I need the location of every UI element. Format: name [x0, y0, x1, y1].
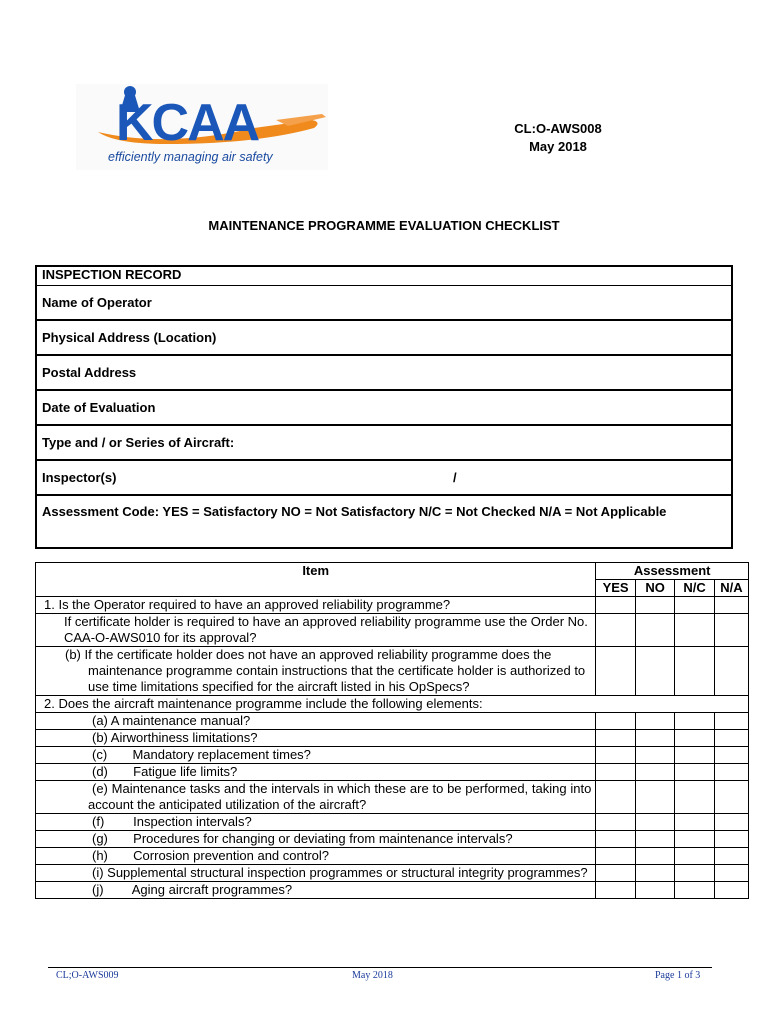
- nc-cell[interactable]: [675, 713, 714, 730]
- nc-cell[interactable]: [675, 831, 714, 848]
- nc-cell[interactable]: [675, 865, 714, 882]
- no-cell[interactable]: [635, 730, 674, 747]
- item-cell: (i) Supplemental structural inspection programmes or structural integrity programmes?: [36, 865, 596, 882]
- no-cell[interactable]: [635, 747, 674, 764]
- nc-cell[interactable]: [675, 730, 714, 747]
- table-row: [36, 781, 749, 814]
- logo-wordmark: KCAA: [116, 94, 259, 152]
- table-row: [36, 713, 749, 730]
- table-row: [36, 747, 749, 764]
- no-cell[interactable]: [635, 848, 674, 865]
- no-cell[interactable]: [635, 614, 674, 647]
- assessment-column-header: Assessment: [596, 563, 749, 580]
- nc-cell[interactable]: [675, 764, 714, 781]
- aircraft-type-label: Type and / or Series of Aircraft:: [42, 435, 235, 450]
- table-row: [36, 865, 749, 882]
- item-cell: (g) Procedures for changing or deviating from maintenance intervals?: [36, 831, 596, 848]
- item-cell: If certificate holder is required to have an approved reliability programme use the Order No. CAA-O-AWS010 for its approval?: [36, 614, 596, 647]
- no-cell[interactable]: [635, 647, 674, 696]
- na-cell[interactable]: [714, 865, 748, 882]
- nc-column-header: N/C: [675, 580, 714, 597]
- item-section-heading: 2. Does the aircraft maintenance programme include the following elements:: [36, 696, 749, 713]
- yes-cell[interactable]: [596, 747, 635, 764]
- table-row: [36, 848, 749, 865]
- nc-cell[interactable]: [675, 747, 714, 764]
- item-cell: (j) Aging aircraft programmes?: [36, 882, 596, 899]
- nc-cell[interactable]: [675, 647, 714, 696]
- na-cell[interactable]: [714, 647, 748, 696]
- table-row: [36, 814, 749, 831]
- table-row: [36, 882, 749, 899]
- nc-cell[interactable]: [675, 597, 714, 614]
- footer-date: May 2018: [352, 970, 393, 981]
- inspectors-field[interactable]: [37, 461, 731, 496]
- yes-cell[interactable]: [596, 865, 635, 882]
- document-date: May 2018: [529, 139, 587, 154]
- footer-divider: [48, 967, 712, 968]
- footer-code: CL;O-AWS009: [56, 970, 119, 981]
- item-cell: (b) Airworthiness limitations?: [36, 730, 596, 747]
- nc-cell[interactable]: [675, 614, 714, 647]
- yes-cell[interactable]: [596, 814, 635, 831]
- aircraft-type-field[interactable]: [37, 426, 731, 461]
- yes-cell[interactable]: [596, 614, 635, 647]
- yes-cell[interactable]: [596, 882, 635, 899]
- item-cell: (f) Inspection intervals?: [36, 814, 596, 831]
- checklist-table: [35, 562, 749, 899]
- table-row: [36, 614, 749, 647]
- na-cell[interactable]: [714, 848, 748, 865]
- yes-cell[interactable]: [596, 848, 635, 865]
- yes-column-header: YES: [596, 580, 635, 597]
- item-cell: (b) If the certificate holder does not have an approved reliability programme does the maintenance programme contain instructions that the certificate holder is authorized to use time limitations specified for the aircraft listed in his OpSpecs?: [36, 647, 596, 696]
- no-cell[interactable]: [635, 597, 674, 614]
- inspection-record-heading: INSPECTION RECORD: [37, 267, 731, 286]
- table-header-row: [36, 563, 749, 580]
- inspectors-separator: /: [453, 470, 457, 485]
- footer-page-number: Page 1 of 3: [655, 970, 701, 981]
- item-column-header: Item: [36, 563, 596, 597]
- table-row: [36, 696, 749, 713]
- no-column-header: NO: [635, 580, 674, 597]
- postal-address-label: Postal Address: [42, 365, 137, 380]
- table-row: [36, 831, 749, 848]
- na-cell[interactable]: [714, 814, 748, 831]
- page-title: MAINTENANCE PROGRAMME EVALUATION CHECKLIST: [208, 218, 560, 233]
- yes-cell[interactable]: [596, 713, 635, 730]
- nc-cell[interactable]: [675, 781, 714, 814]
- physical-address-label: Physical Address (Location): [42, 330, 217, 345]
- table-row: [36, 597, 749, 614]
- no-cell[interactable]: [635, 764, 674, 781]
- yes-cell[interactable]: [596, 764, 635, 781]
- item-cell: (h) Corrosion prevention and control?: [36, 848, 596, 865]
- document-reference: [488, 120, 628, 156]
- kcaa-logo: [76, 84, 328, 170]
- evaluation-date-field[interactable]: [37, 391, 731, 426]
- no-cell[interactable]: [635, 814, 674, 831]
- item-cell: (a) A maintenance manual?: [36, 713, 596, 730]
- item-cell: (d) Fatigue life limits?: [36, 764, 596, 781]
- na-cell[interactable]: [714, 781, 748, 814]
- assessment-code-row: [37, 496, 731, 547]
- item-cell: (c) Mandatory replacement times?: [36, 747, 596, 764]
- table-row: [36, 764, 749, 781]
- item-cell: 1. Is the Operator required to have an approved reliability programme?: [36, 597, 596, 614]
- no-cell[interactable]: [635, 882, 674, 899]
- inspectors-label: Inspector(s): [42, 470, 117, 485]
- table-row: [36, 730, 749, 747]
- no-cell[interactable]: [635, 713, 674, 730]
- table-row: [36, 647, 749, 696]
- no-cell[interactable]: [635, 865, 674, 882]
- yes-cell[interactable]: [596, 597, 635, 614]
- na-cell[interactable]: [714, 882, 748, 899]
- postal-address-field[interactable]: [37, 356, 731, 391]
- assessment-code-text: Assessment Code: YES = Satisfactory NO = Not Satisfactory N/C = Not Checked N/A = Not Applicable: [42, 504, 667, 519]
- nc-cell[interactable]: [675, 814, 714, 831]
- na-cell[interactable]: [714, 747, 748, 764]
- nc-cell[interactable]: [675, 882, 714, 899]
- na-cell[interactable]: [714, 597, 748, 614]
- logo-tagline: efficiently managing air safety: [108, 150, 273, 164]
- yes-cell[interactable]: [596, 647, 635, 696]
- no-cell[interactable]: [635, 781, 674, 814]
- yes-cell[interactable]: [596, 730, 635, 747]
- na-cell[interactable]: [714, 730, 748, 747]
- na-column-header: N/A: [714, 580, 748, 597]
- operator-name-label: Name of Operator: [42, 295, 152, 310]
- evaluation-date-label: Date of Evaluation: [42, 400, 156, 415]
- na-cell[interactable]: [714, 831, 748, 848]
- na-cell[interactable]: [714, 713, 748, 730]
- yes-cell[interactable]: [596, 831, 635, 848]
- item-cell: (e) Maintenance tasks and the intervals in which these are to be performed, taking into account the anticipated utilization of the aircraft?: [36, 781, 596, 814]
- operator-name-field[interactable]: [37, 286, 731, 321]
- no-cell[interactable]: [635, 831, 674, 848]
- physical-address-field[interactable]: [37, 321, 731, 356]
- kcaa-logo-graphic: [76, 84, 328, 154]
- yes-cell[interactable]: [596, 781, 635, 814]
- na-cell[interactable]: [714, 614, 748, 647]
- inspection-record: [35, 265, 733, 549]
- document-code: CL:O-AWS008: [514, 121, 602, 136]
- nc-cell[interactable]: [675, 848, 714, 865]
- na-cell[interactable]: [714, 764, 748, 781]
